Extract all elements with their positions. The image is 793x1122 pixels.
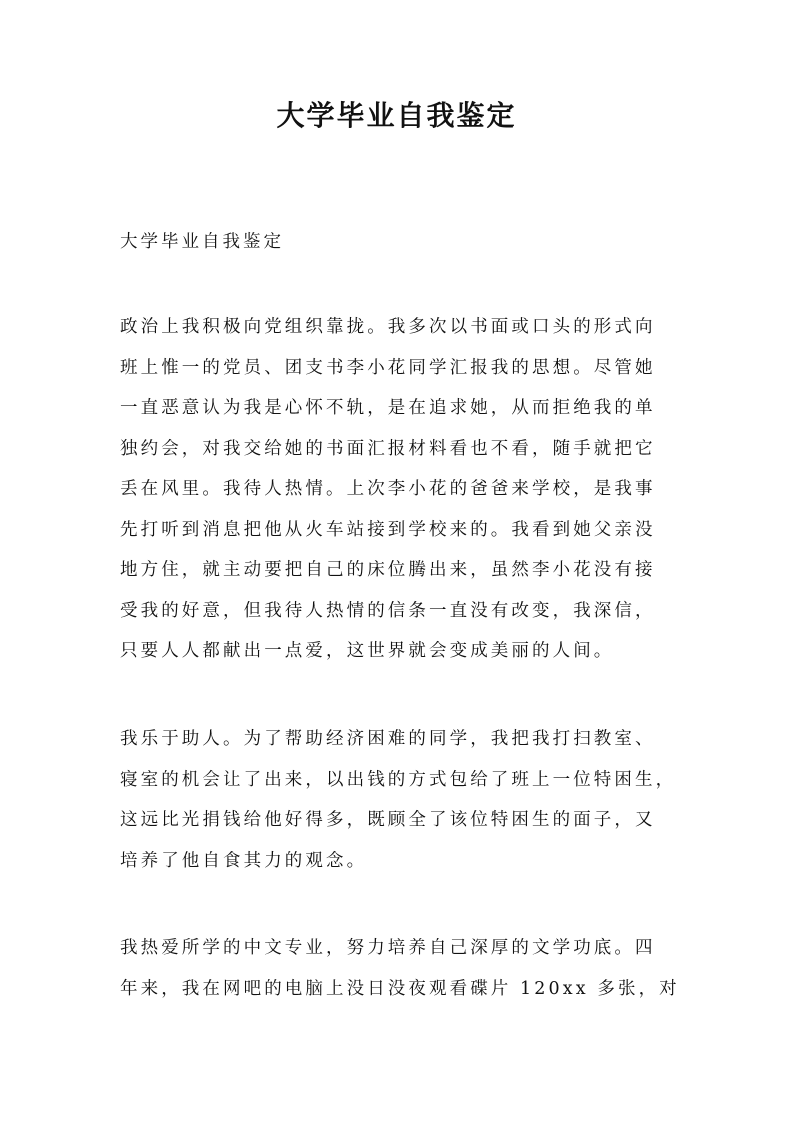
- paragraph-line: 寝室的机会让了出来，以出钱的方式包给了班上一位特困生，: [120, 769, 677, 790]
- paragraph-line: 我乐于助人。为了帮助经济困难的同学，我把我打扫教室、: [120, 729, 656, 749]
- paragraph-line: 我热爱所学的中文专业，努力培养自己深厚的文学功底。四: [120, 938, 656, 958]
- paragraph-line: 政治上我积极向党组织靠拢。我多次以书面或口头的形式向: [120, 317, 656, 337]
- paragraph-line: 班上惟一的党员、团支书李小花同学汇报我的思想。尽管她: [120, 357, 656, 378]
- paragraph-line: 受我的好意，但我待人热情的信条一直没有改变，我深信，: [120, 600, 656, 621]
- paragraph-line: 一直恶意认为我是心怀不轨，是在追求她，从而拒绝我的单: [120, 398, 656, 418]
- paragraph-politics: [120, 307, 680, 672]
- document-title: 大学毕业自我鉴定: [276, 99, 517, 132]
- paragraph-line: 独约会，对我交给她的书面汇报材料看也不看，随手就把它: [120, 438, 656, 459]
- paragraph-line: 地方住，就主动要把自己的床位腾出来，虽然李小花没有接: [120, 560, 656, 580]
- paragraph-helping: [120, 719, 680, 881]
- paragraph-line: 先打听到消息把他从火车站接到学校来的。我看到她父亲没: [120, 519, 656, 540]
- paragraph-line: 培养了他自食其力的观念。: [120, 850, 368, 871]
- document-subtitle: 大学毕业自我鉴定: [120, 232, 284, 252]
- paragraph-line: 只要人人都献出一点爱，这世界就会变成美丽的人间。: [120, 641, 615, 661]
- paragraph-studies: [120, 928, 680, 1009]
- paragraph-line: 年来，我在网吧的电脑上没日没夜观看碟片 120xx 多张，对: [120, 978, 680, 999]
- paragraph-line: 丢在风里。我待人热情。上次李小花的爸爸来学校，是我事: [120, 479, 656, 499]
- paragraph-line: 这远比光捐钱给他好得多，既顾全了该位特困生的面子，又: [120, 810, 656, 830]
